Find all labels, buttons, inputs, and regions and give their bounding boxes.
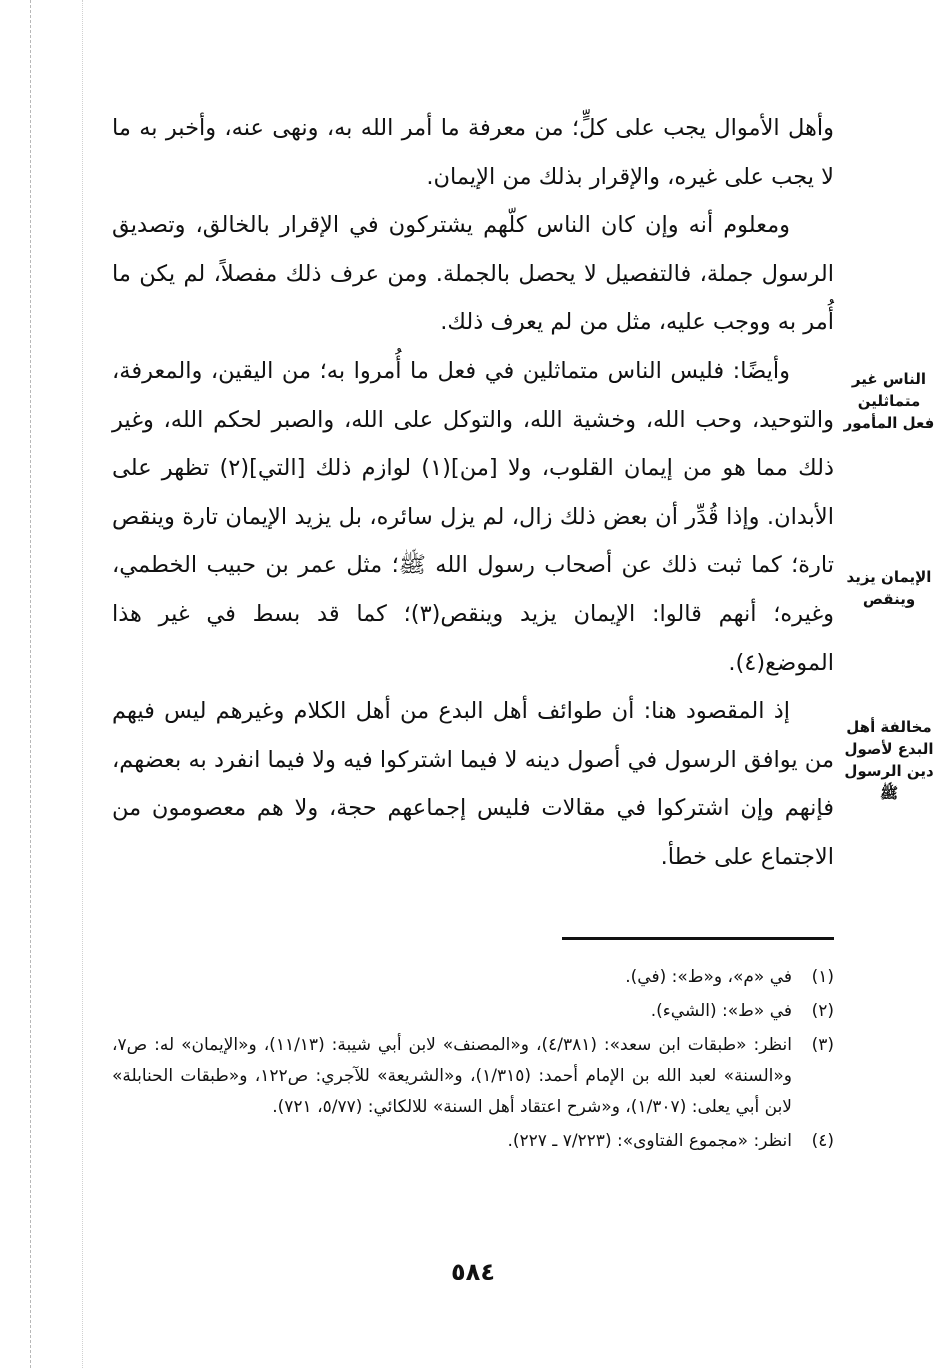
footnotes-section	[112, 962, 834, 1160]
margin-note-innovators-opposition: مخالفة أهل البدع لأصول دين الرسول ﷺ	[844, 718, 934, 802]
footnote-separator	[562, 937, 834, 940]
footnote-number: (١)	[811, 967, 834, 987]
paragraph-2: ومعلوم أنه وإن كان الناس كلّهم يشتركون في الإقرار بالخالق، وتصديق الرسول جملة، فالتفصيل لا يحصل بالجملة. ومن عرف ذلك مفصلاً، لم يكن ما أُمر به ووجب عليه، مثل من لم يعرف ذلك.	[112, 212, 834, 336]
margin-note-faith-increases: الإيمان يزيد وينقص	[846, 568, 932, 608]
footnote-text: في «م»، و«ط»: (في).	[625, 967, 792, 987]
footnote-1	[112, 962, 834, 993]
footnote-number: (٣)	[811, 1035, 834, 1055]
margin-note-people-not-equal: الناس غير متماثلين فعل المأمور	[843, 370, 935, 432]
footnote-text: انظر: «طبقات ابن سعد»: (٤/٣٨١)، و«المصنف» لابن أبي شيبة: (١١/١٣)، و«الإيمان» له: ص٧، و«السنة» لعبد الله بن الإمام أحمد: (١/٣١٥)، و«الشريعة» للآجري: ص١٢٢، و«طبقات الحنابلة» لابن أبي يعلى: (١/٣٠٧)، و«شرح اعتقاد أهل السنة» للالكائي: (٥/٧٧، ٧٢١).	[112, 1035, 792, 1117]
page-number: ٥٨٤	[451, 1258, 495, 1286]
paragraph-3: وأيضًا: فليس الناس متماثلين في فعل ما أُمروا به؛ من اليقين، والمعرفة، والتوحيد، وحب الله، وخشية الله، والتوكل على الله، والصبر لحكم الله، وغير ذلك مما هو من إيمان القلوب، ولا [من](١) لوازم ذلك [التي](٢) تظهر على الأبدان. وإذا قُدِّر أن بعض ذلك زال، لم يزل سائره، بل يزيد الإيمان تارة وينقص تارة؛ كما ثبت ذلك عن أصحاب رسول الله ﷺ؛ مثل عمر بن حبيب الخطمي، وغيره؛ أنهم قالوا: الإيمان يزيد وينقص(٣)؛ كما قد بسط في غير هذا الموضع(٤).	[112, 357, 834, 676]
main-text-body	[112, 104, 834, 882]
footnote-4	[112, 1126, 834, 1157]
footnote-3	[112, 1030, 834, 1123]
footnote-text: انظر: «مجموع الفتاوى»: (٧/٢٢٣ ـ ٢٢٧).	[507, 1131, 792, 1151]
footnote-2	[112, 996, 834, 1027]
footnote-number: (٤)	[811, 1131, 834, 1151]
footnote-number: (٢)	[811, 1001, 834, 1021]
paragraph-4: إذ المقصود هنا: أن طوائف أهل البدع من أهل الكلام وغيرهم ليس فيهم من يوافق الرسول في أصول دينه لا فيما اشتركوا فيه ولا فيما انفرد به بعضهم، فإنهم وإن اشتركوا في مقالات فليس إجماعهم حجة، ولا هم معصومون من الاجتماع على خطأ.	[112, 698, 834, 870]
paragraph-1: وأهل الأموال يجب على كلٍّ؛ من معرفة ما أمر الله به، ونهى عنه، وأخبر به ما لا يجب على غيره، والإقرار بذلك من الإيمان.	[112, 115, 834, 190]
footnote-text: في «ط»: (الشيء).	[650, 1001, 792, 1021]
